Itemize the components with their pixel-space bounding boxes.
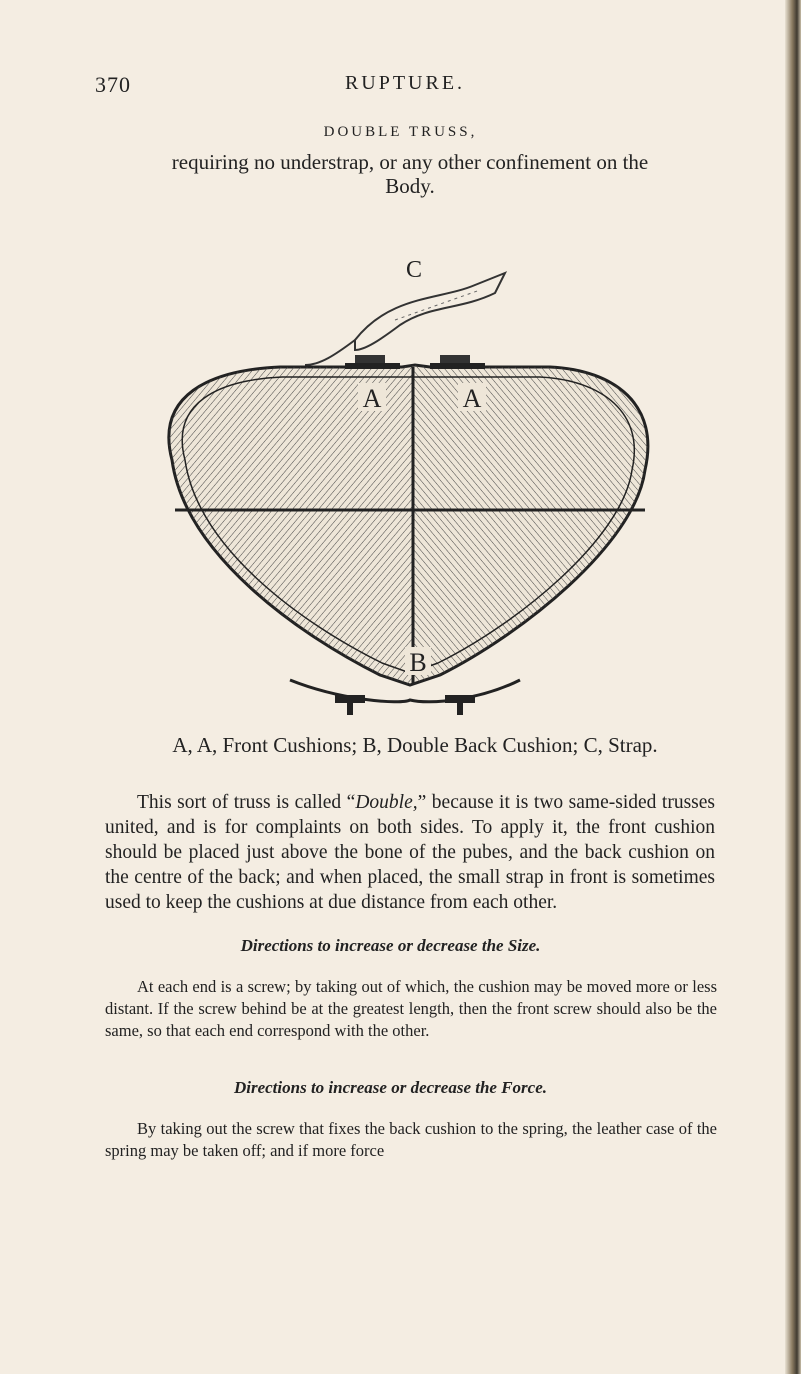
- body-paragraph-3: By taking out the screw that fixes the back cushion to the spring, the leather case of the spring may be taken off; and if more force: [105, 1119, 717, 1160]
- truss-diagram: [140, 255, 660, 720]
- section-title: DOUBLE TRUSS,: [323, 124, 478, 140]
- truss-illustration: [140, 255, 660, 720]
- body-paragraph-1: This sort of truss is called “Double,” because it is two same-sided trusses united, and is for complaints on both sides. To apply it, the front cushion should be placed just above the bone of the pubes, and the back cushion on the centre of the back; and when placed, the small strap in front is sometimes used to keep the cushions at due distance from each other.: [105, 792, 716, 913]
- strap: [355, 273, 505, 350]
- running-head: [95, 72, 715, 102]
- heading-force: Directions to increase or decrease the Force.: [233, 1078, 548, 1097]
- label-front-cushion-right: A: [462, 384, 482, 413]
- section-subheading: requiring no understrap, or any other confinement on the Body.: [171, 150, 649, 198]
- page-edge-shadow: [785, 0, 801, 1374]
- heading-size: Directions to increase or decrease the Size.: [240, 936, 541, 955]
- label-front-cushion-left: A: [362, 384, 382, 413]
- running-title: RUPTURE.: [344, 72, 466, 94]
- italic-term: Double,: [355, 792, 418, 813]
- label-strap: C: [405, 257, 423, 283]
- label-back-cushion: B: [409, 648, 427, 677]
- figure-caption: A, A, Front Cushions; B, Double Back Cushion; C, Strap.: [172, 733, 658, 757]
- page-number: 370: [95, 72, 131, 97]
- body-paragraph-2: At each end is a screw; by taking out of which, the cushion may be moved more or less distant. If the screw behind be at the greatest length, then the front screw should also be the same, so that each end correspond with the other.: [105, 977, 717, 1040]
